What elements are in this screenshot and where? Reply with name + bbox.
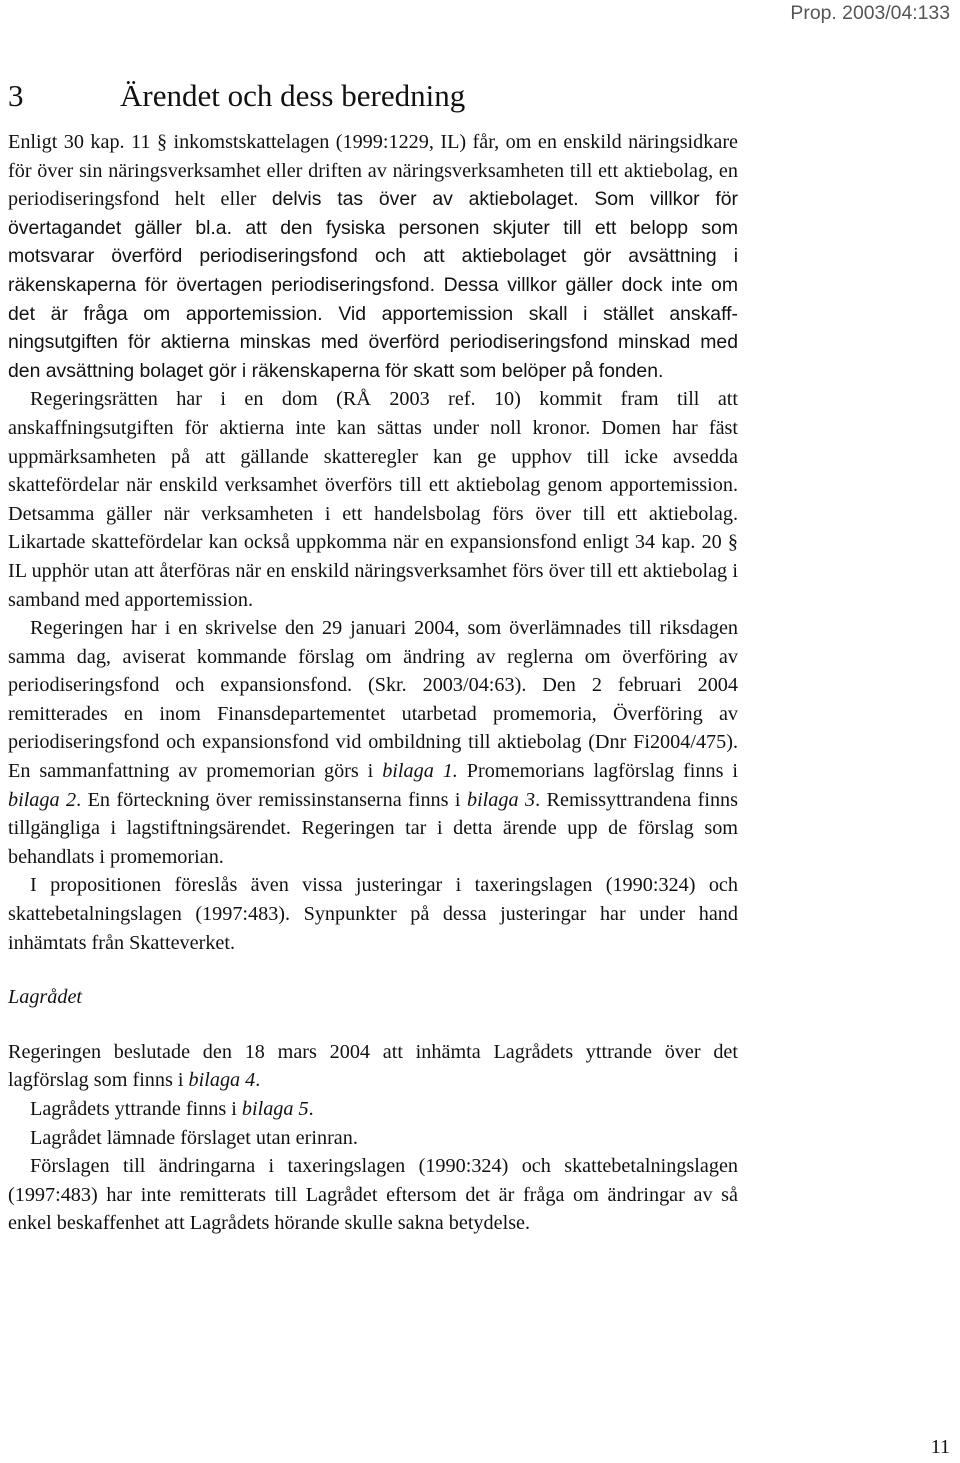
paragraph-1 — [8, 128, 738, 385]
text-run-sans: delvis tas över av aktiebolaget. Som villkor för övertagandet gäller bl.a. att den fysiska personen skjuter till ett belopp som motsvarar överförd periodiseringsfond och att aktiebolaget gör avsättning i räkenskaperna för övertagen periodiseringsfond. Dessa villkor gäller dock inte om det är fråga om apportemission. Vid apportemission skall i stället anskaffningsutgiften för aktierna minskas med överförd periodiseringsfond minskad med den avsättning bolaget gör i räkenskaperna för skatt som belöper på fonden. — [8, 188, 738, 382]
text-run: inkomstskattelagen (1999:1229, IL) får, om en enskild näringsidkare för över sin näringsverksamhet eller driften av näringsverksamheten till ett aktiebolag, en periodiseringsfond helt eller — [8, 131, 738, 211]
paragraph-5 — [8, 1038, 738, 1095]
page-body — [8, 76, 738, 1238]
page-number: 11 — [930, 1436, 950, 1458]
text-run: Regeringen har i en skrivelse den 29 januari 2004, som överlämnades till riksdagen samma dag, aviserat kommande förslag om ändring av reglerna om överföring av periodiseringsfond och expansionsfond. (Skr. 2003/04:63). Den 2 februari 2004 remitterades en inom Finansdepartementet utarbetad promemoria, Överföring av periodiseringsfond och expansionsfond vid ombildning till aktiebolag (Dnr Fi2004/475). En sammanfattning av promemorian görs i — [8, 617, 738, 783]
text-run: . Remissyttrandena finns tillgängliga i lagstiftningsärendet. Regeringen tar i detta ärende upp de förslag som behandlats i promemorian. — [8, 788, 738, 868]
text-run: Enligt 30 kap. 11 — [8, 131, 157, 153]
paragraph-4: I propositionen föreslås även vissa justeringar i taxeringslagen (1990:324) och skattebetalningslagen (1997:483). Synpunkter på dessa justeringar har under hand inhämtats från Skatteverket. — [8, 874, 738, 954]
subheading-lagradet: Lagrådet — [8, 986, 83, 1009]
text-run: Promemorians lagförslag finns i — [457, 760, 738, 783]
paragraph-6 — [8, 1095, 738, 1124]
paragraph-3 — [8, 614, 738, 871]
text-run: . — [255, 1069, 261, 1092]
text-run: . En förteckning över remissinstanserna finns i — [76, 788, 467, 811]
section-sign: § — [156, 131, 168, 153]
appendix-ref: bilaga 2 — [8, 788, 77, 811]
paragraph-8: Förslagen till ändringarna i taxeringslagen (1990:324) och skattebetalningslagen (1997:483) har inte remitterats till Lagrådet eftersom det är fråga om ändringar av så enkel beskaffenhet att Lagrådets hörande skulle sakna betydelse. — [8, 1155, 738, 1235]
paragraph-7: Lagrådet lämnade förslaget utan erinran. — [30, 1126, 358, 1149]
section-title: Ärendet och dess beredning — [120, 78, 466, 113]
appendix-ref: bilaga 4 — [188, 1069, 256, 1092]
appendix-ref: bilaga 1. — [382, 760, 458, 783]
section-heading — [8, 76, 738, 116]
document-reference: Prop. 2003/04:133 — [790, 2, 950, 24]
appendix-ref: bilaga 5 — [241, 1098, 309, 1120]
text-run: . — [308, 1098, 314, 1120]
section-number: 3 — [8, 78, 24, 113]
text-run: Regeringen beslutade den 18 mars 2004 att inhämta Lagrådets yttrande över det lagförslag som finns i — [8, 1040, 738, 1092]
text-run: Lagrådets yttrande finns i — [30, 1098, 242, 1120]
text-run: IL upphör utan att återföras när en enskild näringsverksamhet förs över till ett aktiebolag i samband med apportemission. — [8, 559, 738, 611]
section-sign: § — [727, 531, 738, 554]
text-run: Regeringsrätten har i en dom (RÅ 2003 ref. 10) kommit fram till att anskaffningsutgiften för aktierna inte kan sättas under noll kronor. Domen har fäst uppmärksamheten på att gällande skatteregler kan ge upphov till icke avsedda skattefördelar när enskild verksamhet överförs till ett aktiebolag genom apportemission. Detsamma gäller när verksamheten i ett handelsbolag förs över till ett aktiebolag. Likartade skattefördelar kan också uppkomma när en expansionsfond enligt 34 kap. 20 — [8, 388, 738, 554]
appendix-ref: bilaga 3 — [466, 788, 536, 811]
paragraph-2 — [8, 385, 738, 614]
